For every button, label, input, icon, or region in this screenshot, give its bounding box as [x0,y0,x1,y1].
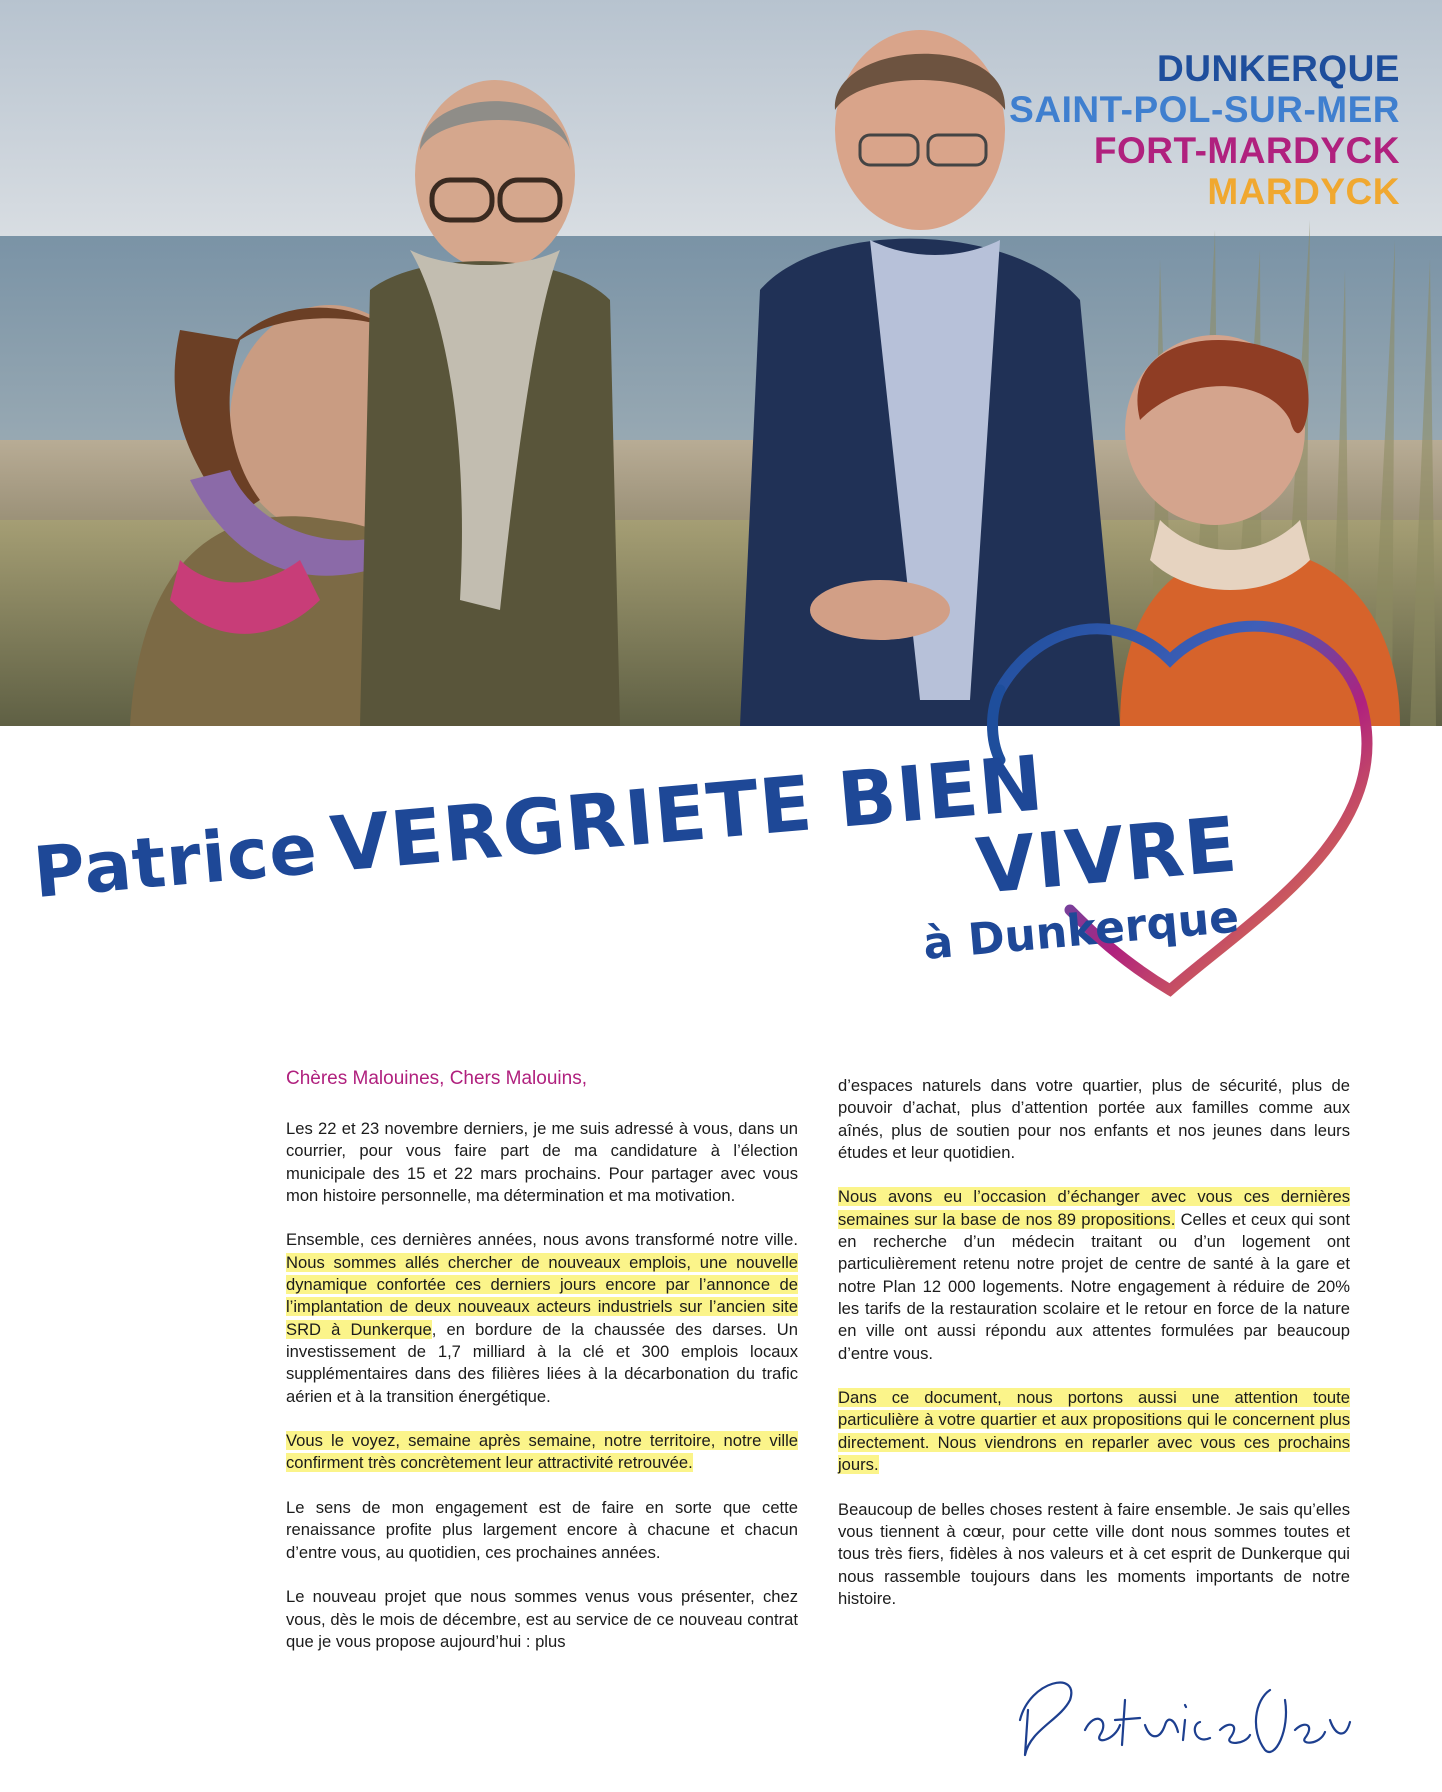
city-saint-pol-sur-mer: SAINT-POL-SUR-MER [1009,89,1400,130]
paragraph-4: Le sens de mon engagement est de faire en sorte que cette renaissance profite plus largement encore à chacune et chacun d’entre vous, au quotidien, ces prochaines années. [286,1498,798,1562]
city-dunkerque: DUNKERQUE [1157,48,1400,89]
signature [1000,1660,1360,1770]
paragraph-7 [838,1186,1350,1364]
slogan-bien: BIEN [834,738,1048,845]
candidate-last-name: VERGRIETE [327,758,817,890]
paragraph-7-end: Celles et ceux qui sont en recherche d’un médecin traitant ou d’un logement ont particulièrement retenu notre projet de centre de santé à la gare et notre Plan 12 000 logements. Notre engagement à réduire de 20% les tarifs de la restauration scolaire et le retour en force de la nature en ville ont aussi répondu aux attentes formulées par beaucoup d’entre vous. [838,1209,1351,1363]
paragraph-8-highlight: Dans ce document, nous portons aussi une attention toute particulière à votre quartier et aux propositions qui le concernent plus directement. Nous viendrons en reparler avec vous ces prochains jours. [838,1388,1350,1475]
paragraph-9: Beaucoup de belles choses restent à faire ensemble. Je sais qu’elles vous tiennent à cœur, pour cette ville dont nous sommes toutes et tous très fiers, fidèles à nos valeurs et à cet esprit de Dunkerque qui nous rassemble toujours dans les moments importants de notre histoire. [838,1499,1350,1608]
slogan-vivre: VIVRE [972,799,1242,911]
letter-column-left [286,1118,798,1675]
slogan-a-dunkerque: à Dunkerque [921,891,1241,970]
paragraph-2-highlight: Nous sommes allés chercher de nouveaux emplois, une nouvelle dynamique confortée ces derniers jours encore par l’annonce de l’implantation de deux nouveaux acteurs industriels sur l’ancien site SRD à Dunkerque [286,1252,798,1339]
paragraph-1: Les 22 et 23 novembre derniers, je me suis adressé à vous, dans un courrier, pour vous faire part de ma candidature à l’élection municipale des 15 et 22 mars prochains. Pour partager avec vous mon histoire personnelle, ma détermination et ma motivation. [286,1119,798,1205]
paragraph-3-highlight: Vous le voyez, semaine après semaine, notre territoire, notre ville confirment très concrètement leur attractivité retrouvée. [286,1431,798,1473]
candidate-first-name: Patrice [30,807,321,915]
letter-greeting: Chères Malouines, Chers Malouins, [286,1068,587,1089]
city-list [1009,48,1400,212]
paragraph-2-intro: Ensemble, ces dernières années, nous avons transformé notre ville. [286,1230,798,1250]
letter-column-right [838,1075,1350,1632]
city-fort-mardyck: FORT-MARDYCK [1093,130,1400,171]
paragraph-2 [286,1229,798,1407]
city-mardyck: MARDYCK [1207,171,1400,212]
header-photo [0,0,1442,726]
paragraph-6: d’espaces naturels dans votre quartier, plus de sécurité, plus de pouvoir d’achat, plus d’attention portée aux familles comme aux aînés, plus de soutien pour nos enfants et nos jeunes dans leurs études et leur quotidien. [838,1076,1350,1162]
paragraph-5: Le nouveau projet que nous sommes venus vous présenter, chez vous, dès le mois de décembre, est au service de ce nouveau contrat que je vous propose aujourd’hui : plus [286,1587,798,1651]
title-name-line [30,738,1047,915]
paragraph-2-end: , en bordure de la chaussée des darses. Un investissement de 1,7 milliard à la clé et 300 emplois locaux supplémentaires dans des filières liées à la décarbonation du trafic aérien et à la transition énergétique. [286,1319,798,1406]
paragraph-7-highlight: Nous avons eu l’occasion d’échanger avec vous ces dernières semaines sur la base de nos 89 propositions. [838,1187,1350,1229]
paragraph-8 [838,1387,1350,1476]
paragraph-3 [286,1430,798,1475]
